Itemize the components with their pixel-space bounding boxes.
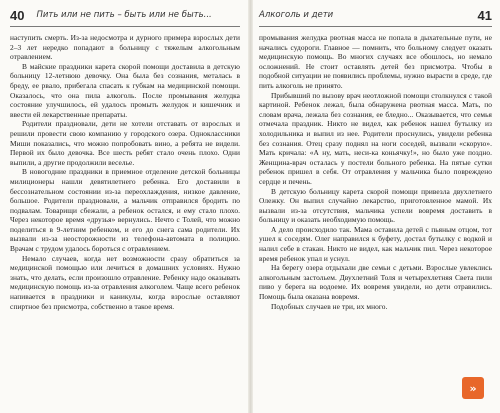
paragraph: В детскую больницу карета скорой помощи привезла двухлетнего Олежку. Он выпил случайно лекарство, приготовленное мамой. Их вызвали из-за отсутствия, мальчика успели вовремя доставить в больницу и оказать необходимую помощь.	[259, 186, 492, 225]
right-page-header	[259, 4, 492, 27]
right-page-body	[259, 33, 492, 311]
paragraph: В майские праздники карета скорой помощи доставила в детскую больницу 12-летнюю девочку. Она была без сознания, металась в бреду, ее рвало, прибегала спасать к губкам на медицинской помощи. Оказалось, что она пила алкоголь. После промывания желудка состояние улучшилось, ей удалось промыть желудок и кишечник и ввести ей лекарственные препараты.	[10, 61, 240, 119]
paragraph: На берегу озера отдыхали две семьи с детьми. Взрослые увлеклись алкогольным застольем. Двухлетний Толя и четырехлетняя Света пили пиво у берега на водоеме. Их вовремя увидели, но дети отравились. Помощь была оказана вовремя.	[259, 263, 492, 302]
left-page-header	[10, 4, 240, 27]
left-running-head: Пить или не пить – быть или не быть...	[36, 10, 212, 20]
paragraph: промывания желудка рвотная масса не попала в дыхательные пути, не начались судороги. Главное — помнить, что больному следует оказать медицинскую помощь. Во многих случаях все обошлось, но немало осложнений. Не стоит оставлять детей без присмотра. Чтобы в подобной ситуации не появились проблемы, нужно вырасти в среде, где пить алкоголь не принято.	[259, 33, 492, 90]
paragraph: наступить смерть. Из-за недосмотра и дурного примера взрослых дети 2–3 лет нередко попадают в больницу с тяжелым алкогольным отравлением.	[10, 33, 240, 62]
left-page-number: 40	[10, 7, 25, 23]
right-running-head: Алкоголь и дети	[259, 10, 334, 20]
paragraph: Родители праздновали, дети не хотели отставать от взрослых и решили провести свою компанию у городского озера. Одноклассники Миши показались, что можно попробовать вино, а ребята не видели. Первой их было девочка. Все шесть ребят стало очень плохо. Одни выпили, а другие продолжили веселье.	[10, 119, 240, 167]
paragraph: Немало случаев, когда нет возможности сразу обратиться за медицинской помощью или лечиться в домашних условиях. Нужно знать, что делать, если произошло отравление. Ребенку надо оказывать медицинскую помощь из-за отравления алкоголем. Чаще всего ребенок напивается в праздники и каникулы, когда взрослые оставляют спиртное без присмотра, собственно в такое время.	[10, 253, 240, 311]
paragraph: А дело происходило так. Мама оставила детей с пьяным отцом, тот ушел к соседям. Олег направился к буфету, достал бутылку с водкой и налил себе в стакан. Никто не видел, как мальчик пил. Через некоторое время ребенок упал и уснул.	[259, 224, 492, 263]
next-page-icon[interactable]: »	[462, 377, 484, 399]
right-page-number: 41	[477, 7, 492, 23]
paragraph: В новогодние праздники в приемное отделение детской больницы милиционеры нашли девятилетнего ребенка. Его доставили в бессознательном состоянии из-за переохлаждения, низкое давление, большое. Родители праздновали, а мальчик отправился бродить по подвалам. Товарищи сбежали, а ребенок остался, и ему стало плохо. Через некоторое время «друзья» вернулись. Нечто с Толей, что можно поделиться в 9-летним ребенком, и его до снега сама родители. Их вызвали из-за неосторожности из телефона-автомата в полицию. Врачам с трудом удалось бороться с отравлением.	[10, 167, 240, 254]
right-page	[253, 0, 500, 413]
paragraph: Прибывший по вызову врач неотложной помощи столкнулся с такой картиной. Ребенок лежал, была обнаружена рвотная масса. Мать, по словам врача, лежала без сознания, ее бледно... Оказывается, что семья отмечала праздник. Никто не видел, как ребенок нашел бутылку из холодильника и выпил из нее. Родители проснулись, увидели ребенка без сознания. Отец сразу поднял на ноги соседей, вызвали «скорую». Мать кричала: «А ну, мать, неси-ка коньячку!», но было уже поздно. Женщина-врач осталась у постели больного ребенка. На пятые сутки ребенок пришел в себя. От отравления у мальчика было повреждено сердце и печень.	[259, 90, 492, 186]
paragraph: Подобных случаев не три, их много.	[271, 301, 388, 311]
left-page-body	[10, 33, 240, 311]
